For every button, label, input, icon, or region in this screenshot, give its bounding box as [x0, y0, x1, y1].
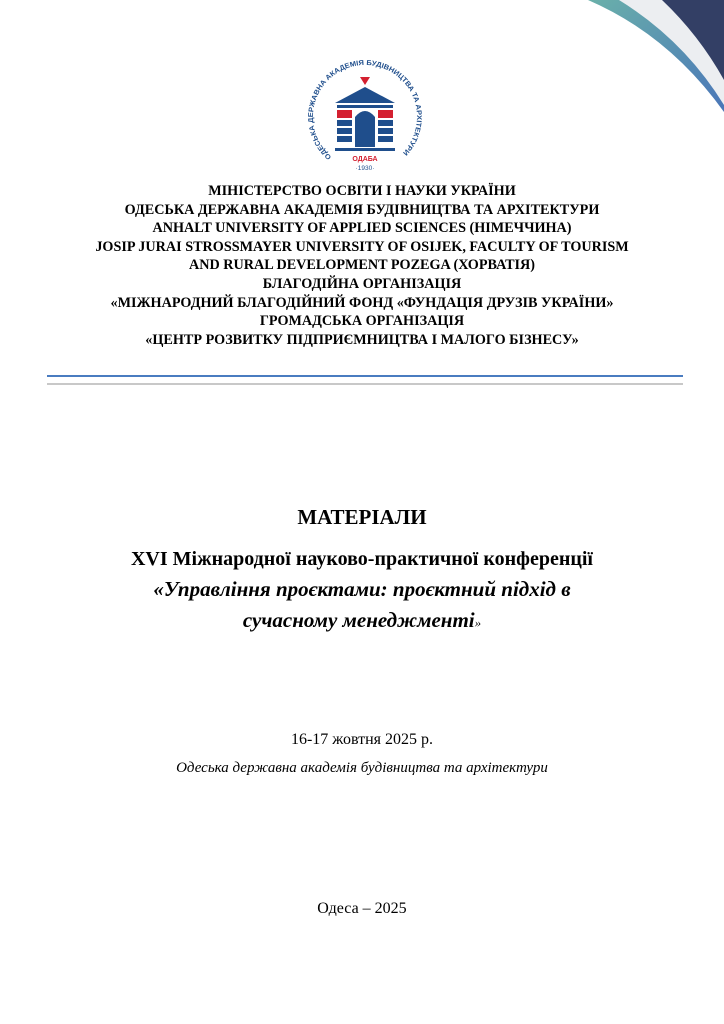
document-title: МАТЕРІАЛИ: [297, 505, 427, 529]
conference-heading: [0, 544, 724, 638]
divider-gray: [47, 383, 683, 385]
conference-line: XVI Міжнародної науково-практичної конференції: [130, 548, 593, 570]
svg-text:ОДЕСЬКА ДЕРЖАВНА АКАДЕМІЯ БУДІ: ОДЕСЬКА ДЕРЖАВНА АКАДЕМІЯ БУДІВНИЦТВА ТА АРХІТЕКТУРИ: [307, 59, 423, 161]
organizations-list: [0, 182, 724, 349]
org-line: «ЦЕНТР РОЗВИТКУ ПІДПРИЄМНИЦТВА І МАЛОГО БІЗНЕСУ»: [145, 331, 579, 348]
conference-date: 16-17 жовтня 2025 р.: [290, 731, 434, 748]
conference-name-1: Управління проєктами: проєктний підхід в: [163, 577, 571, 601]
svg-text:·1930·: ·1930·: [355, 165, 375, 172]
divider-blue: [47, 375, 683, 377]
conference-name-2: сучасному менеджменті: [242, 608, 475, 632]
city-year: Одеса – 2025: [317, 900, 407, 917]
academy-logo: [305, 55, 425, 175]
corner-decoration: [574, 0, 724, 115]
org-line: ОДЕСЬКА ДЕРЖАВНА АКАДЕМІЯ БУДІВНИЦТВА ТА АРХІТЕКТУРИ: [124, 201, 600, 218]
org-line: ГРОМАДСЬКА ОРГАНІЗАЦІЯ: [259, 313, 465, 330]
org-line: МІНІСТЕРСТВО ОСВІТИ І НАУКИ УКРАЇНИ: [208, 183, 516, 199]
org-line: ANHALT UNIVERSITY OF APPLIED SCIENCES (НІМЕЧЧИНА): [152, 220, 572, 237]
close-quote: »: [474, 615, 482, 630]
conference-venue: Одеська державна академія будівництва та архітектури: [176, 760, 548, 776]
org-line: «МІЖНАРОДНИЙ БЛАГОДІЙНИЙ ФОНД «ФУНДАЦІЯ ДРУЗІВ УКРАЇНИ»: [110, 294, 614, 311]
org-line: AND RURAL DEVELOPMENT POZEGA (ХОРВАТІЯ): [188, 257, 536, 274]
org-line: JOSIP JURAI STROSSMAYER UNIVERSITY OF OSIJEK, FACULTY OF TOURISM: [95, 238, 629, 255]
open-quote: «: [153, 577, 164, 601]
svg-text:ОДАБА: ОДАБА: [352, 156, 378, 163]
org-line: БЛАГОДІЙНА ОРГАНІЗАЦІЯ: [262, 275, 462, 292]
